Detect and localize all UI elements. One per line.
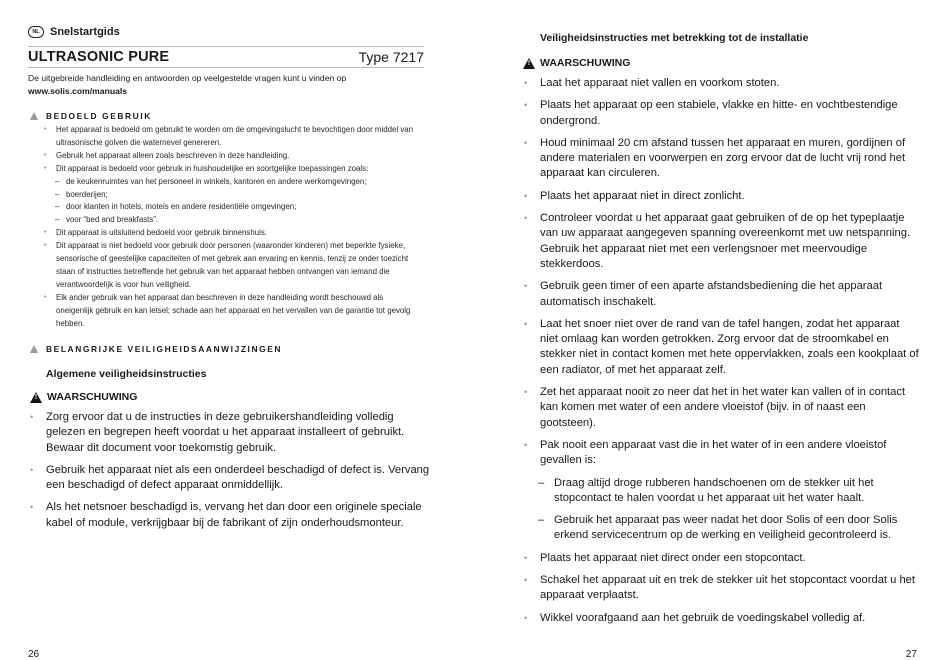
warning-icon: ! [523, 58, 535, 69]
section-heading-text: BELANGRIJKE VEILIGHEIDSAANWIJZINGEN [46, 344, 283, 354]
list-item: • Zorg ervoor dat u de instructies in deze gebruikershandleiding volledig gelezen en begrepen heeft voordat u het apparaat installeert of gebruikt. Bewaar dit document voor toekomstig gebruik. [30, 410, 430, 456]
warning-label: WAARSCHUWING [47, 391, 138, 403]
language-badge: NL [28, 26, 44, 38]
general-safety-heading: Algemene veiligheidsinstructies [46, 368, 207, 380]
list-item: – Gebruik het apparaat pas weer nadat het door Solis of een door Solis erkend servicecentrum op de werking en veiligheid gecontroleerd is. [524, 513, 920, 544]
title-row [28, 46, 424, 68]
warning-icon: ! [30, 392, 42, 403]
list-item: • Laat het snoer niet over de rand van de tafel hangen, zodat het apparaat niet omlaag kan worden getrokken. Zorg ervoor dat de stroomkabel en stekker niet in contact komen met hete oppervlakken, zoals een kookplaat of een radiator, of met het apparaat zelf. [524, 317, 920, 378]
list-item: • Gebruik geen timer of een aparte afstandsbediening die het apparaat automatisch inschakelt. [524, 279, 920, 310]
product-title: ULTRASONIC PURE [28, 49, 170, 65]
list-item: • Als het netsnoer beschadigd is, vervang het dan door een originele speciale kabel of module, verkrijgbaar bij de fabrikant of zijn onderhoudsmonteur. [30, 500, 430, 531]
list-item: • Plaats het apparaat niet direct onder een stopcontact. [524, 551, 920, 566]
intended-use-list [44, 124, 416, 331]
list-item: • Pak nooit een apparaat vast die in het water of in een andere vloeistof gevallen is: [524, 438, 920, 469]
list-item: • Gebruik het apparaat niet als een onderdeel beschadigd of defect is. Vervang een beschadigd of defect apparaat onmiddellijk. [30, 463, 430, 494]
list-item: • Gebruik het apparaat alleen zoals beschreven in deze handleiding. [44, 150, 416, 163]
list-item: • Dit apparaat is bedoeld voor gebruik in huishoudelijke en soortgelijke toepassingen zoals: [44, 163, 416, 176]
guide-label: Snelstartgids [50, 26, 120, 38]
list-item: – Draag altijd droge rubberen handschoenen om de stekker uit het stopcontact te halen voordat u het apparaat uit het water haalt. [524, 476, 920, 507]
list-item: • Zet het apparaat nooit zo neer dat het in het water kan vallen of in contact kan komen met water of een andere vloeistof (bijv. in of naast een gootsteen). [524, 385, 920, 431]
list-item: – de keukenruimtes van het personeel in winkels, kantoren en andere werkomgevingen; [44, 176, 416, 189]
installation-warning-list [524, 76, 920, 633]
section-heading-safety [30, 344, 282, 354]
section-heading-text: BEDOELD GEBRUIK [46, 111, 152, 121]
right-page [475, 0, 950, 660]
list-item: • Plaats het apparaat niet in direct zonlicht. [524, 189, 920, 204]
list-item: • Plaats het apparaat op een stabiele, vlakke en hitte- en vochtbestendige ondergrond. [524, 98, 920, 129]
page-number: 26 [28, 649, 40, 660]
caution-triangle-icon [30, 112, 38, 120]
list-item: • Dit apparaat is niet bedoeld voor gebruik door personen (waaronder kinderen) met beperkte fysieke, sensorische of geestelijke capaciteiten of met gebrek aan ervaring en kennis, tenzij ze onder toezicht staan of instructies betreffende het gebruik van het apparaat hebben ontvangen van iemand die verantwoordelijk is voor hun veiligheid. [44, 240, 416, 292]
list-item: – door klanten in hotels, motels en andere residentiële omgevingen; [44, 201, 416, 214]
intro-sentence: De uitgebreide handleiding en antwoorden op veelgestelde vragen kunt u vinden op [28, 73, 347, 83]
list-item: • Houd minimaal 20 cm afstand tussen het apparaat en muren, gordijnen of andere materialen en voorwerpen en zorg ervoor dat de lucht vrij rond het apparaat kan circuleren. [524, 136, 920, 182]
list-item: • Schakel het apparaat uit en trek de stekker uit het stopcontact voordat u het apparaat verplaatst. [524, 573, 920, 604]
list-item: • Het apparaat is bedoeld om gebruikt te worden om de omgevingslucht te bevochtigen door middel van ultrasonische golven die waternevel genereren. [44, 124, 416, 150]
guide-header [28, 26, 120, 38]
intro-text [28, 72, 428, 97]
product-type: Type 7217 [358, 49, 424, 65]
warning-label: WAARSCHUWING [540, 57, 631, 69]
section-heading-intended-use [30, 111, 152, 121]
list-item: • Wikkel voorafgaand aan het gebruik de voedingskabel volledig af. [524, 611, 920, 626]
warning-heading [523, 57, 630, 69]
page-number: 27 [905, 649, 917, 660]
list-item: • Laat het apparaat niet vallen en voorkom stoten. [524, 76, 920, 91]
manuals-link[interactable]: www.solis.com/manuals [28, 85, 128, 96]
general-warning-list [30, 410, 430, 538]
list-item: • Dit apparaat is uitsluitend bedoeld voor gebruik binnenshuis. [44, 227, 416, 240]
list-item: • Controleer voordat u het apparaat gaat gebruiken of de op het typeplaatje van uw apparaat aangegeven spanning overeenkomt met uw netspanning. Gebruik het apparaat niet met een verlengsnoer met meervoudige stekkerdoos. [524, 211, 920, 272]
warning-heading [30, 391, 137, 403]
list-item: – boerderijen; [44, 189, 416, 202]
list-item: – voor “bed and breakfasts”. [44, 214, 416, 227]
list-item: • Elk ander gebruik van het apparaat dan beschreven in deze handleiding wordt beschouwd als oneigenlijk gebruik en kan letsel; schade aan het apparaat en het vervallen van de garantie tot gevolg hebben. [44, 292, 416, 331]
caution-triangle-icon [30, 345, 38, 353]
installation-safety-heading: Veiligheidsinstructies met betrekking tot de installatie [540, 32, 809, 44]
